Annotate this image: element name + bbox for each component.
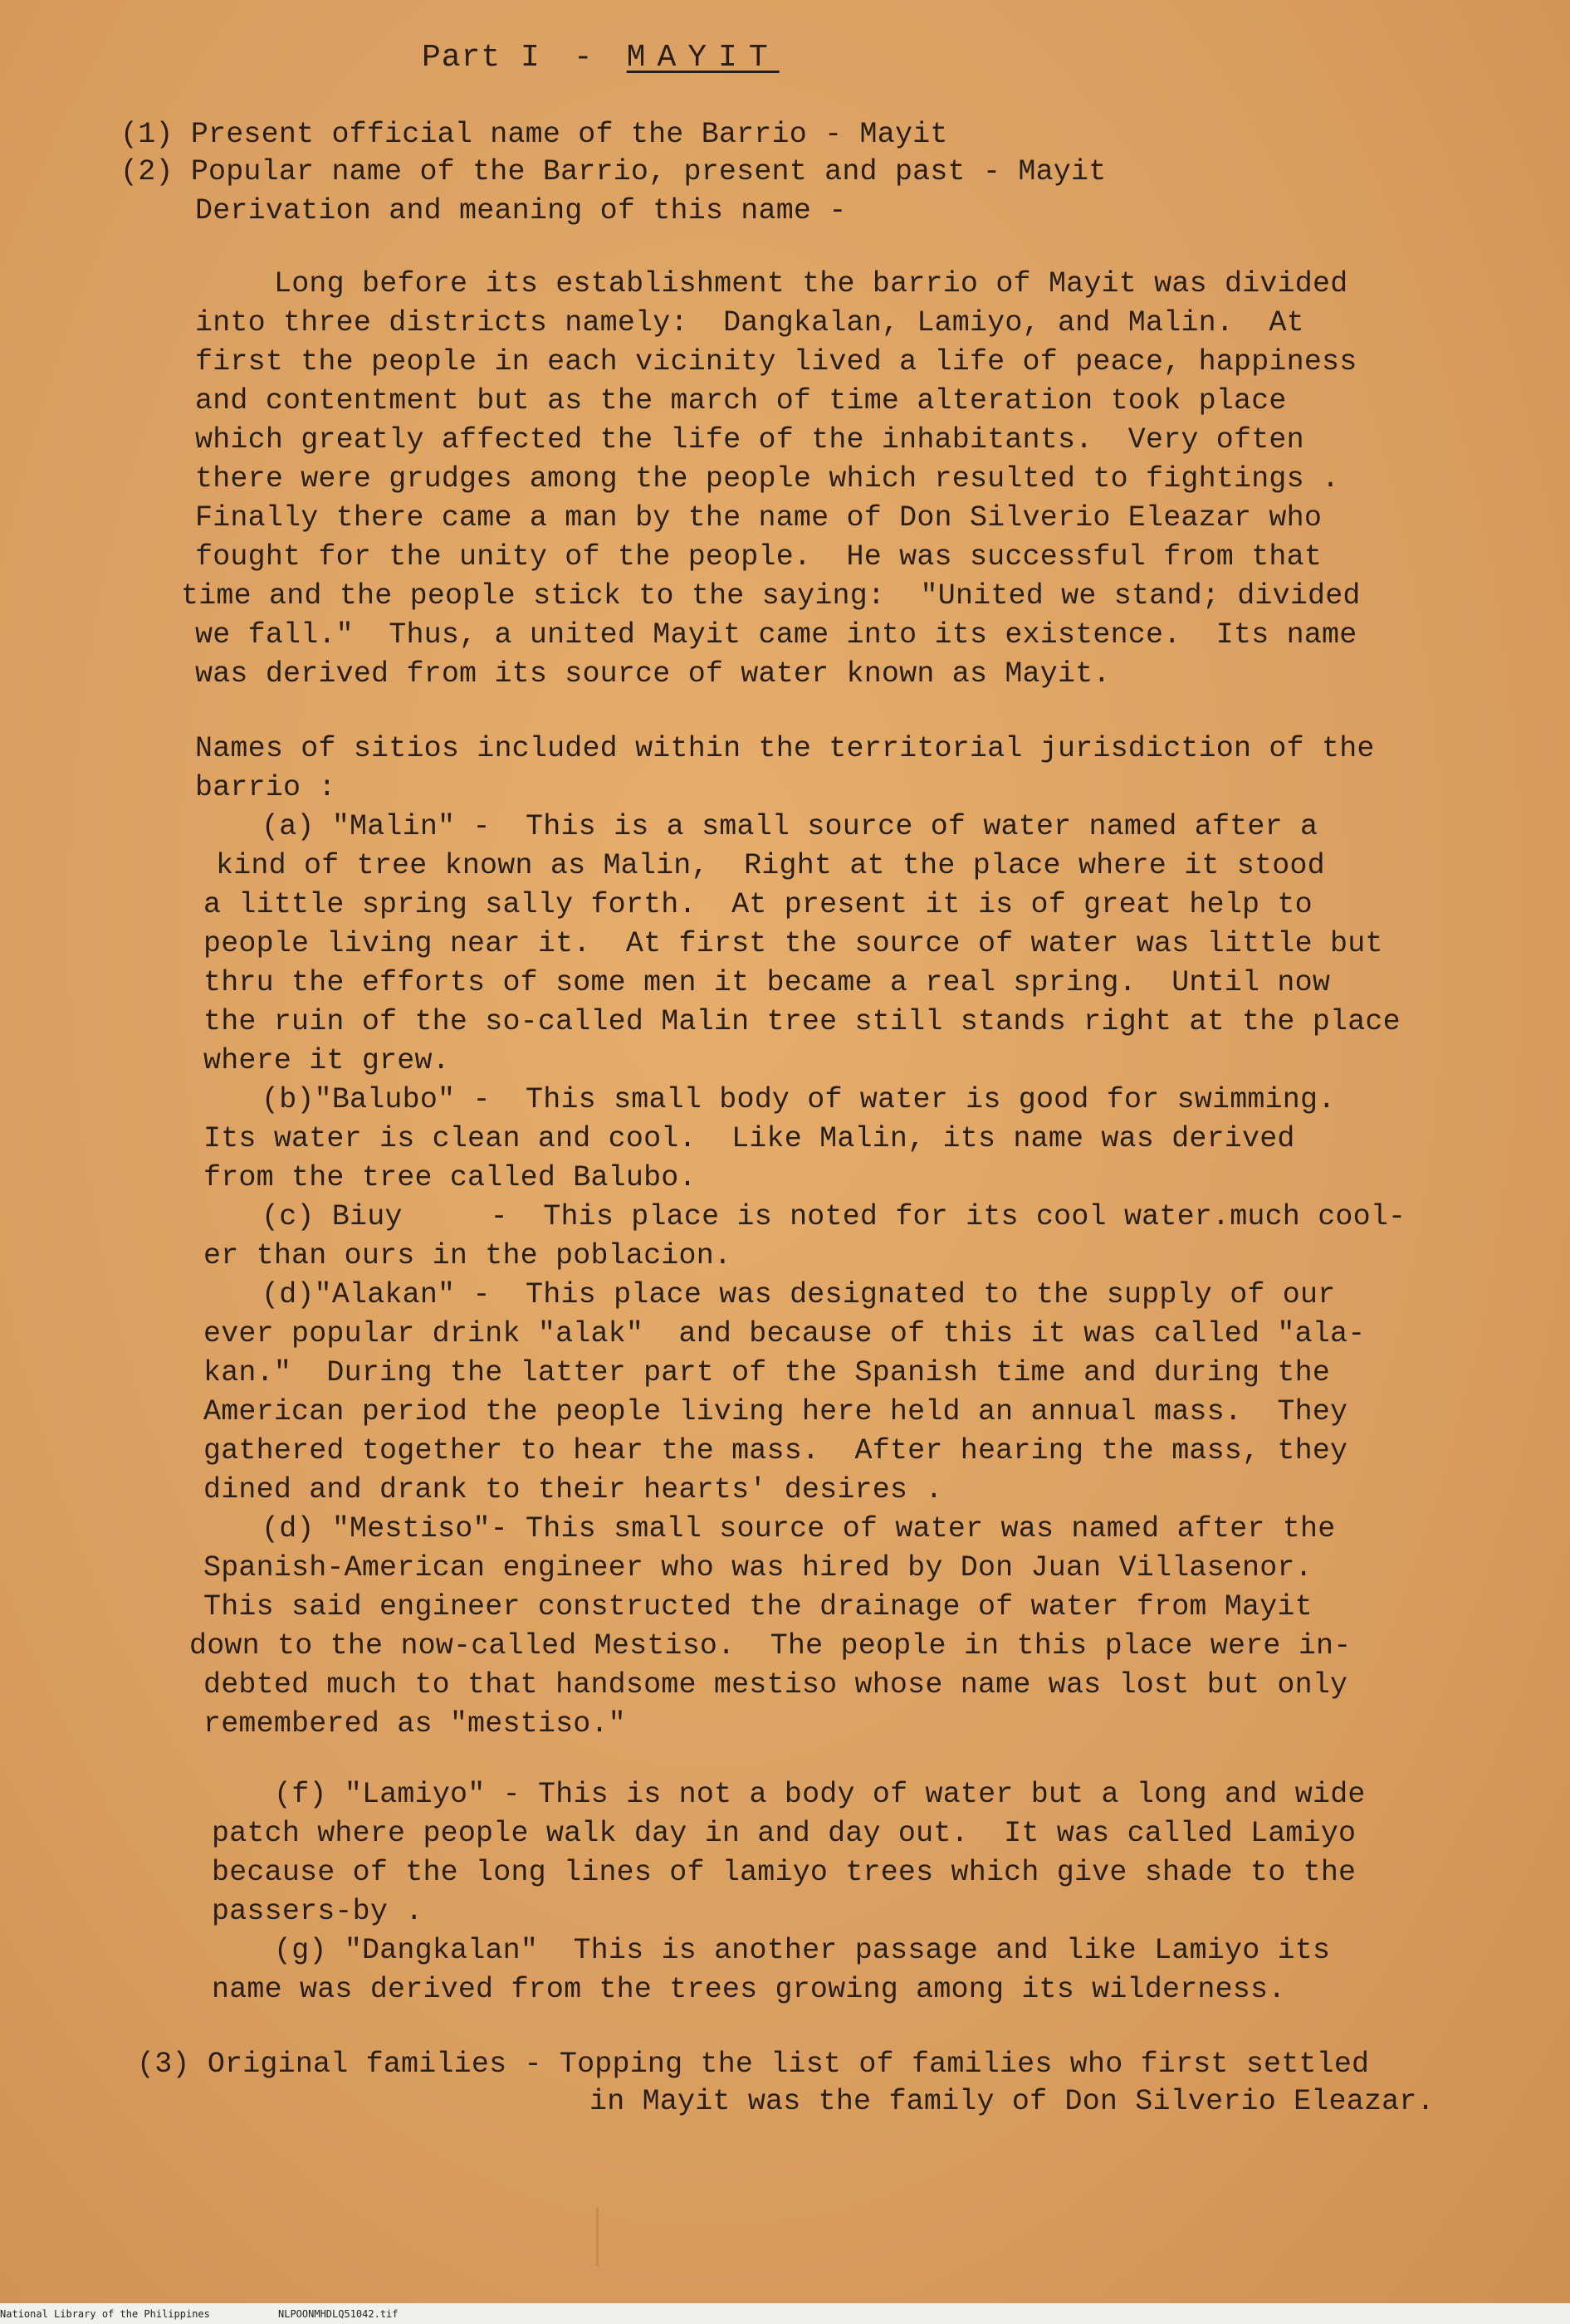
text-line: Derivation and meaning of this name -	[195, 194, 847, 227]
text-line: kind of tree known as Malin, Right at the place where it stood	[216, 849, 1325, 882]
text-line: into three districts namely: Dangkalan, Lamiyo, and Malin. At	[195, 306, 1304, 339]
text-line: where it grew.	[203, 1044, 450, 1077]
text-line: and contentment but as the march of time alteration took place	[195, 384, 1287, 417]
title-dash: -	[573, 40, 594, 76]
text-line: remembered as "mestiso."	[203, 1707, 626, 1741]
text-line: This said engineer constructed the drainage of water from Mayit	[203, 1590, 1313, 1623]
text-line: was derived from its source of water known as Mayit.	[195, 657, 1111, 691]
text-line: (f) "Lamiyo" - This is not a body of water but a long and wide	[274, 1778, 1366, 1811]
text-line: name was derived from the trees growing among its wilderness.	[212, 1973, 1286, 2006]
text-line: gathered together to hear the mass. After hearing the mass, they	[203, 1434, 1348, 1467]
text-line: (d) "Mestiso"- This small source of water was named after the	[262, 1512, 1336, 1545]
text-line: Long before its establishment the barrio of Mayit was divided	[274, 267, 1348, 300]
text-line: ever popular drink "alak" and because of this it was called "ala-	[203, 1317, 1366, 1350]
text-line: Finally there came a man by the name of Don Silverio Eleazar who	[195, 501, 1323, 535]
text-line: barrio :	[195, 771, 336, 804]
text-line: down to the now-called Mestiso. The people in this place were in-	[189, 1629, 1352, 1662]
text-line: there were grudges among the people which resulted to fightings .	[195, 462, 1340, 496]
text-line: a little spring sally forth. At present it is of great help to	[203, 888, 1313, 921]
paper-crease	[596, 2208, 599, 2266]
text-line: American period the people living here held an annual mass. They	[203, 1395, 1348, 1428]
text-line: (c) Biuy - This place is noted for its cool water.much cool-	[262, 1200, 1406, 1233]
file-label: NLPOONMHDLQ51042.tif	[278, 2308, 399, 2320]
text-line: (b)"Balubo" - This small body of water is good for swimming.	[262, 1083, 1336, 1116]
text-line: debted much to that handsome mestiso whose name was lost but only	[203, 1668, 1348, 1702]
text-line: the ruin of the so-called Malin tree still stands right at the place	[203, 1005, 1401, 1038]
text-line: people living near it. At first the source of water was little but	[203, 927, 1383, 960]
text-line: passers-by .	[212, 1895, 423, 1928]
title-part: Part I	[422, 40, 540, 76]
text-line: kan." During the latter part of the Spanish time and during the	[203, 1356, 1331, 1389]
text-line: thru the efforts of some men it became a real spring. Until now	[203, 966, 1331, 999]
text-line: time and the people stick to the saying: "United we stand; divided	[181, 579, 1361, 613]
text-line: Names of sitios included within the territorial jurisdiction of the	[195, 732, 1375, 765]
text-line: fought for the unity of the people. He was successful from that	[195, 540, 1323, 574]
text-line: (a) "Malin" - This is a small source of water named after a	[262, 810, 1318, 843]
text-line: patch where people walk day in and day out. It was called Lamiyo	[212, 1817, 1357, 1850]
text-line: er than ours in the poblacion.	[203, 1239, 732, 1272]
text-line: Spanish-American engineer who was hired by Don Juan Villasenor.	[203, 1551, 1313, 1584]
text-line: (2) Popular name of the Barrio, present and past - Mayit	[120, 155, 1107, 188]
text-line: because of the long lines of lamiyo trees which give shade to the	[212, 1856, 1357, 1889]
text-line: in Mayit was the family of Don Silverio Eleazar.	[589, 2085, 1435, 2118]
text-line: (1) Present official name of the Barrio - Mayit	[120, 118, 948, 151]
page-title	[422, 40, 780, 76]
text-line: (g) "Dangkalan" This is another passage and like Lamiyo its	[274, 1934, 1331, 1967]
text-line: which greatly affected the life of the inhabitants. Very often	[195, 423, 1304, 456]
text-line: first the people in each vicinity lived a life of peace, happiness	[195, 345, 1357, 378]
text-line: from the tree called Balubo.	[203, 1161, 697, 1194]
title-barrio-name: MAYIT	[626, 40, 780, 76]
text-line: dined and drank to their hearts' desires .	[203, 1473, 943, 1506]
scan-footer	[0, 2303, 1570, 2324]
library-label: National Library of the Philippines	[0, 2308, 210, 2320]
text-line: we fall." Thus, a united Mayit came into its existence. Its name	[195, 618, 1357, 652]
text-line: (3) Original families - Topping the list of families who first settled	[137, 2048, 1370, 2081]
text-line: (d)"Alakan" - This place was designated to the supply of our	[262, 1278, 1336, 1311]
text-line: Its water is clean and cool. Like Malin, its name was derived	[203, 1122, 1295, 1155]
